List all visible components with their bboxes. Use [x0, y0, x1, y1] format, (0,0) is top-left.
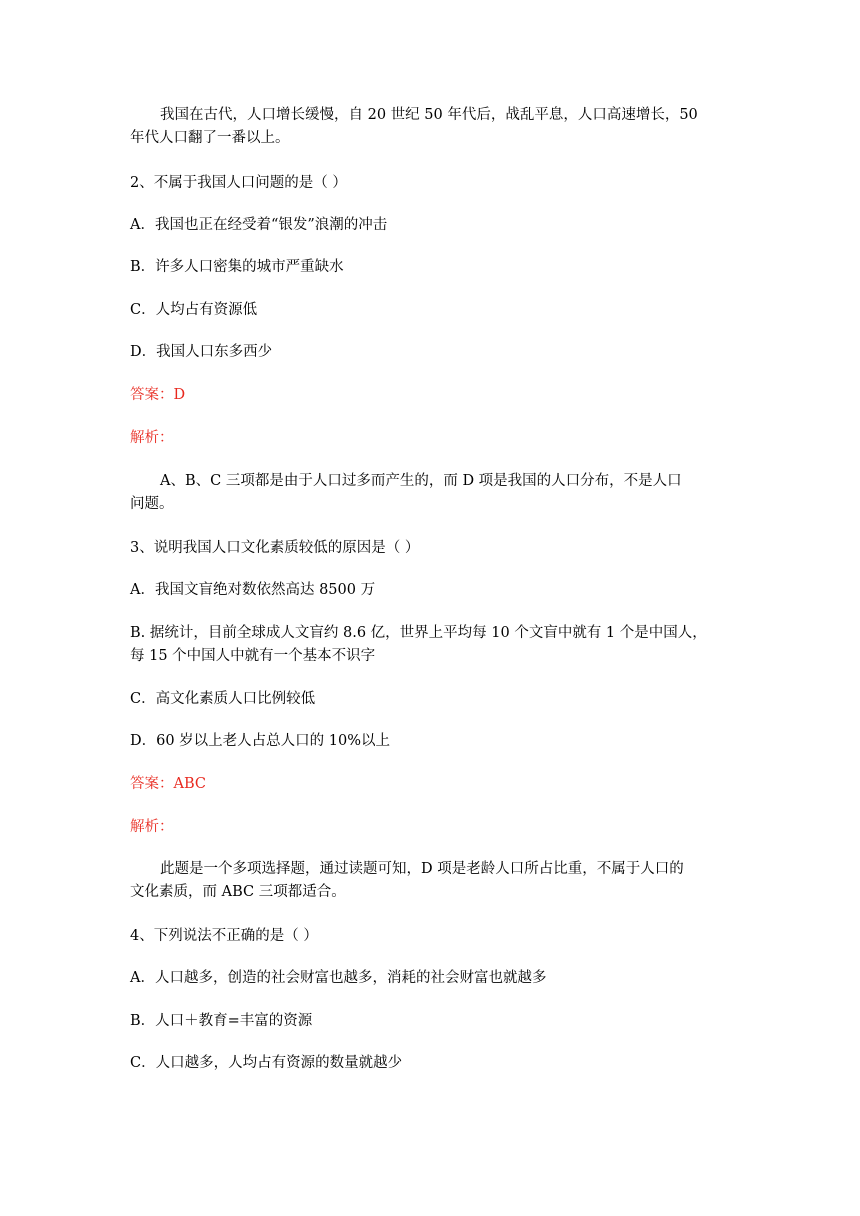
- q3-answer: 答案：ABC: [130, 776, 206, 792]
- q3-analysis-line-2: 文化素质，而 ABC 三项都适合。: [130, 884, 346, 900]
- q2-analysis-line-1: A、B、C 三项都是由于人口过多而产生的，而 D 项是我国的人口分布，不是人口: [160, 473, 682, 489]
- question-3: 3、说明我国人口文化素质较低的原因是（ ）: [130, 540, 420, 556]
- q3-analysis-label: 解析：: [130, 819, 174, 835]
- intro-line-1: 我国在古代，人口增长缓慢，自 20 世纪 50 年代后，战乱平息，人口高速增长，50: [160, 107, 698, 123]
- q3-option-b-line-1: B. 据统计，目前全球成人文盲约 8.6 亿，世界上平均每 10 个文盲中就有 1 个是中国人，: [130, 625, 707, 641]
- q2-option-a: A．我国也正在经受着“银发”浪潮的冲击: [130, 217, 388, 233]
- document-page: [130, 0, 730, 1216]
- q3-option-a: A．我国文盲绝对数依然高达 8500 万: [130, 582, 376, 598]
- q3-option-b-line-2: 每 15 个中国人中就有一个基本不识字: [130, 648, 376, 664]
- q3-analysis-line-1: 此题是一个多项选择题，通过读题可知，D 项是老龄人口所占比重，不属于人口的: [160, 861, 684, 877]
- q2-option-c: C．人均占有资源低: [130, 302, 258, 318]
- question-4: 4、下列说法不正确的是（ ）: [130, 928, 318, 944]
- q2-analysis-label: 解析：: [130, 430, 174, 446]
- q2-option-d: D．我国人口东多西少: [130, 344, 273, 360]
- q2-option-b: B．许多人口密集的城市严重缺水: [130, 259, 344, 275]
- q4-option-b: B．人口＋教育=丰富的资源: [130, 1013, 313, 1029]
- intro-line-2: 年代人口翻了一番以上。: [130, 130, 290, 146]
- q3-option-c: C．高文化素质人口比例较低: [130, 691, 316, 707]
- q3-option-d: D．60 岁以上老人占总人口的 10%以上: [130, 733, 391, 749]
- q4-option-a: A．人口越多，创造的社会财富也越多，消耗的社会财富也就越多: [130, 970, 547, 986]
- q4-option-c: C．人口越多，人均占有资源的数量就越少: [130, 1055, 403, 1071]
- q2-analysis-line-2: 问题。: [130, 496, 174, 512]
- q2-answer: 答案：D: [130, 387, 186, 403]
- question-2: 2、不属于我国人口问题的是（ ）: [130, 175, 347, 191]
